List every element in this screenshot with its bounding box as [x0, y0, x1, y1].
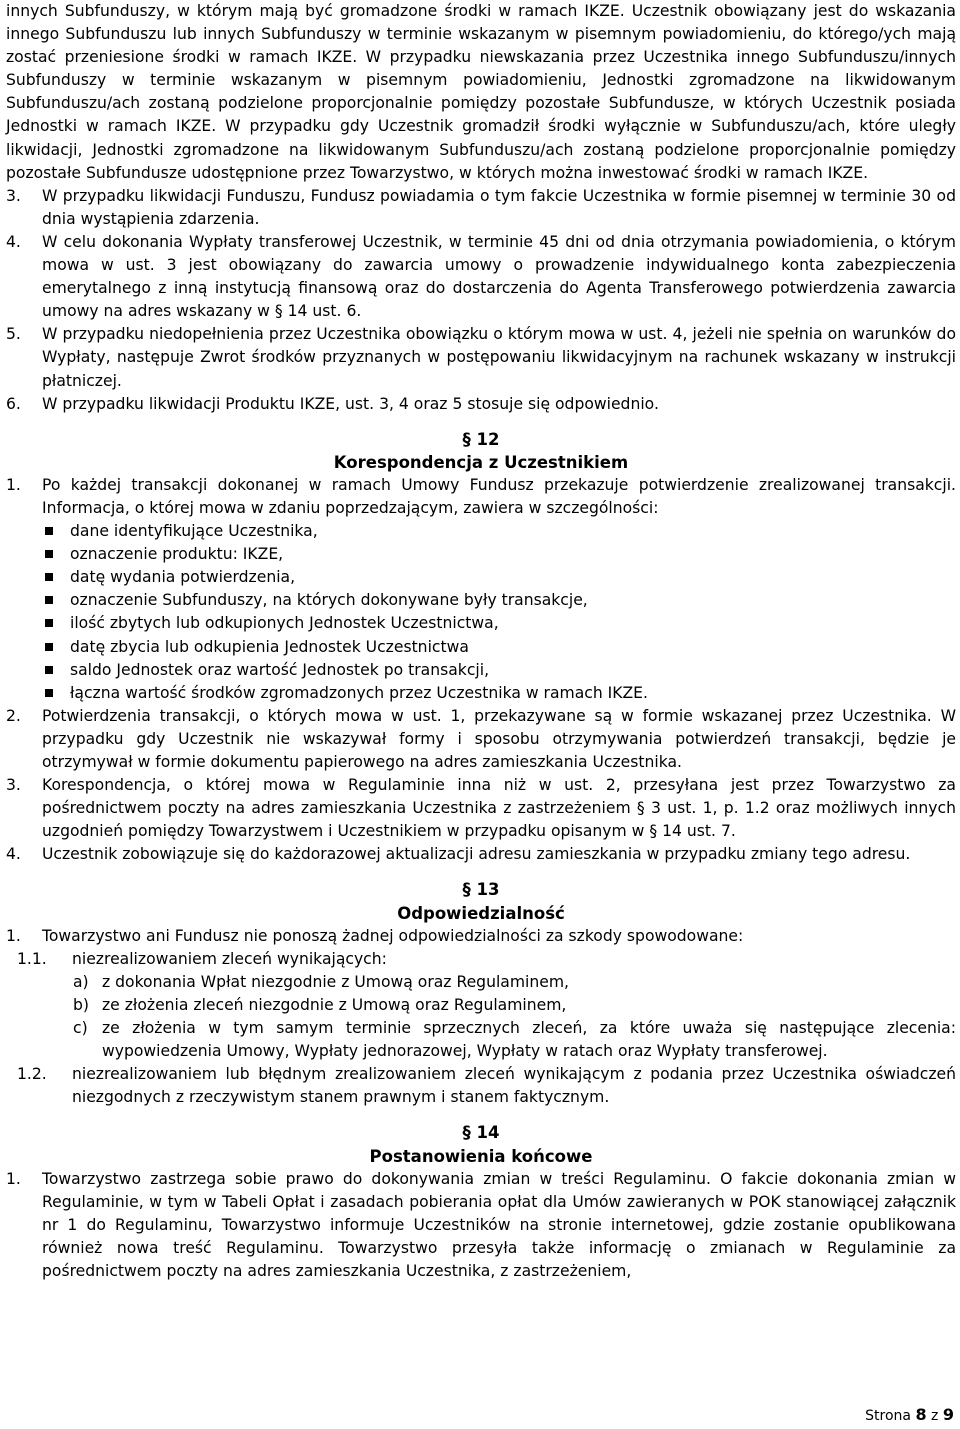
- list-item: [6, 774, 956, 843]
- item-number: 6.: [6, 394, 21, 413]
- sub-item-number: 1.1.: [17, 949, 47, 968]
- list-item: [6, 323, 956, 392]
- letter-marker: a): [73, 972, 89, 991]
- list-item: [6, 474, 956, 520]
- sub-item: [6, 948, 956, 971]
- item-number: 5.: [6, 325, 21, 344]
- item-text: W przypadku niedopełnienia przez Uczestnika obowiązku o którym mowa w ust. 4, jeżeli nie spełnia on warunków do Wypłaty, następuje Zwrot środków przyznanych w postępowaniu likwidacyjnym na rachunek wskazany w instrukcji płatniczej.: [42, 325, 956, 390]
- bullet-item: ilość zbytych lub odkupionych Jednostek Uczestnictwa,: [42, 612, 956, 635]
- item-number: 3.: [6, 776, 21, 795]
- letter-text: ze złożenia zleceń niezgodnie z Umową oraz Regulaminem,: [102, 995, 567, 1014]
- section-14-number: § 14: [462, 1123, 500, 1143]
- section-14-title: Postanowienia końcowe: [369, 1146, 593, 1166]
- item-text: W przypadku likwidacji Funduszu, Fundusz powiadamia o tym fakcie Uczestnika w formie pisemnej w terminie 30 od dnia wystąpienia zdarzenia.: [42, 186, 956, 228]
- letter-item: [6, 994, 956, 1017]
- section-13-title: Odpowiedzialność: [397, 903, 565, 923]
- sub-item-number: 1.2.: [17, 1065, 47, 1084]
- list-item: [6, 705, 956, 774]
- item-number: 2.: [6, 706, 21, 725]
- bullet-item: łączna wartość środków zgromadzonych przez Uczestnika w ramach IKZE.: [42, 682, 956, 705]
- item-number: 1.: [6, 926, 21, 945]
- item-text: Uczestnik zobowiązuje się do każdorazowej aktualizacji adresu zamieszkania w przypadku zmiany tego adresu.: [42, 845, 911, 864]
- letter-text: ze złożenia w tym samym terminie sprzecznych zleceń, za które uważa się następujące zlecenia: wypowiedzenia Umowy, Wypłaty jednorazowej, Wypłaty w ratach oraz Wypłaty transferowej.: [102, 1019, 956, 1061]
- section-12-title: Korespondencja z Uczestnikiem: [333, 452, 629, 472]
- section-13-number: § 13: [462, 880, 500, 900]
- letter-marker: b): [73, 995, 89, 1014]
- list-item: [6, 1168, 956, 1283]
- sub-item-text: niezrealizowaniem zleceń wynikających:: [72, 949, 387, 968]
- page-number: [865, 1403, 954, 1428]
- bullet-list: [6, 520, 956, 705]
- bullet-item: saldo Jednostek oraz wartość Jednostek po transakcji,: [42, 659, 956, 682]
- current-page: 8: [915, 1405, 927, 1424]
- item-text: Po każdej transakcji dokonanej w ramach Umowy Fundusz przekazuje potwierdzenie zrealizowanej transakcji. Informacja, o której mowa w zdaniu poprzedzającym, zawiera w szczególności:: [42, 475, 956, 517]
- list-item: [6, 925, 956, 948]
- letter-marker: c): [73, 1019, 88, 1038]
- total-pages: 9: [942, 1405, 954, 1424]
- item-text: Towarzystwo zastrzega sobie prawo do dokonywania zmian w treści Regulaminu. O fakcie dokonania zmian w Regulaminie, w tym w Tabeli Opłat i zasadach pobierania opłat dla Umów zawieranych w POK stanowiącej załącznik nr 1 do Regulaminu, Towarzystwo informuje Uczestników na stronie internetowej, gdzie zostanie opublikowana również nowa treść Regulaminu. Towarzystwo przesyła także informację o zmianach w Regulaminie za pośrednictwem poczty na adres zamieszkania Uczestnika, z zastrzeżeniem,: [42, 1169, 956, 1280]
- item-number: 3.: [6, 186, 21, 205]
- bullet-item: oznaczenie produktu: IKZE,: [42, 543, 956, 566]
- letter-text: z dokonania Wpłat niezgodnie z Umową oraz Regulaminem,: [102, 972, 569, 991]
- list-item: [6, 185, 956, 231]
- item-text: Towarzystwo ani Fundusz nie ponoszą żadnej odpowiedzialności za szkody spowodowane:: [42, 926, 744, 945]
- item-text: Potwierdzenia transakcji, o których mowa w ust. 1, przekazywane są w formie wskazanej przez Uczestnika. W przypadku gdy Uczestnik nie wskazywał formy i sposobu otrzymywania potwierdzeń transakcji, będzie je otrzymywał w formie dokumentu papierowego na adres zamieszkania Uczestnika.: [42, 706, 956, 771]
- section-12-number: § 12: [462, 429, 500, 449]
- page-separator: z: [931, 1408, 939, 1424]
- bullet-item: oznaczenie Subfunduszy, na których dokonywane były transakcje,: [42, 589, 956, 612]
- sub-item-text: niezrealizowaniem lub błędnym zrealizowaniem zleceń wynikającym z podania przez Uczestnika oświadczeń niezgodnych z rzeczywistym stanem prawnym i stanem faktycznym.: [72, 1065, 956, 1107]
- letter-item: [6, 971, 956, 994]
- sub-item: [6, 1063, 956, 1109]
- page-label: Strona: [865, 1408, 911, 1424]
- item-text: W celu dokonania Wypłaty transferowej Uczestnik, w terminie 45 dni od dnia otrzymania powiadomienia, o którym mowa w ust. 3 jest obowiązany do zawarcia umowy o prowadzenie indywidualnego konta zabezpieczenia emerytalnego z inną instytucją finansową oraz do dostarczenia do Agenta Transferowego potwierdzenia zawarcia umowy na adres wskazany w § 14 ust. 6.: [42, 232, 956, 321]
- item-number: 1.: [6, 475, 21, 494]
- letter-item: [6, 1017, 956, 1063]
- item-text: Korespondencja, o której mowa w Regulaminie inna niż w ust. 2, przesyłana jest przez Towarzystwo za pośrednictwem poczty na adres zamieszkania Uczestnika z zastrzeżeniem § 3 ust. 1, p. 1.2 oraz możliwych innych uzgodnień pomiędzy Towarzystwem i Uczestnikiem w przypadku opisanym w § 14 ust. 7.: [42, 776, 956, 841]
- item-number: 4.: [6, 845, 21, 864]
- list-item: [6, 393, 956, 416]
- document-page: [6, 0, 956, 1283]
- item-number: 4.: [6, 232, 21, 251]
- list-item: [6, 231, 956, 323]
- list-item: [6, 843, 956, 866]
- bullet-item: datę wydania potwierdzenia,: [42, 566, 956, 589]
- bullet-item: dane identyfikujące Uczestnika,: [42, 520, 956, 543]
- item-number: 1.: [6, 1169, 21, 1188]
- continued-paragraph: innych Subfunduszy, w którym mają być gromadzone środki w ramach IKZE. Uczestnik obowiązany jest do wskazania innego Subfunduszu lub innych Subfunduszy w terminie wskazanym w pisemnym powiadomieniu, do którego/ych mają zostać przeniesione środki w ramach IKZE. W przypadku niewskazania przez Uczestnika innego Subfunduszu/innych Subfunduszy w terminie wskazanym w pisemnym powiadomieniu, Jednostki zgromadzone na likwidowanym Subfunduszu/ach zostaną podzielone proporcjonalnie pomiędzy pozostałe Subfundusze, w których Uczestnik posiada Jednostki w ramach IKZE. W przypadku gdy Uczestnik gromadził środki wyłącznie w Subfunduszu/ach, które uległy likwidacji, Jednostki zgromadzone na likwidowanym Subfunduszu/ach zostaną podzielone proporcjonalnie pomiędzy pozostałe Subfundusze udostępnione przez Towarzystwo, w których można inwestować środki w ramach IKZE.: [6, 2, 956, 182]
- item-text: W przypadku likwidacji Produktu IKZE, ust. 3, 4 oraz 5 stosuje się odpowiednio.: [42, 394, 659, 413]
- bullet-item: datę zbycia lub odkupienia Jednostek Uczestnictwa: [42, 636, 956, 659]
